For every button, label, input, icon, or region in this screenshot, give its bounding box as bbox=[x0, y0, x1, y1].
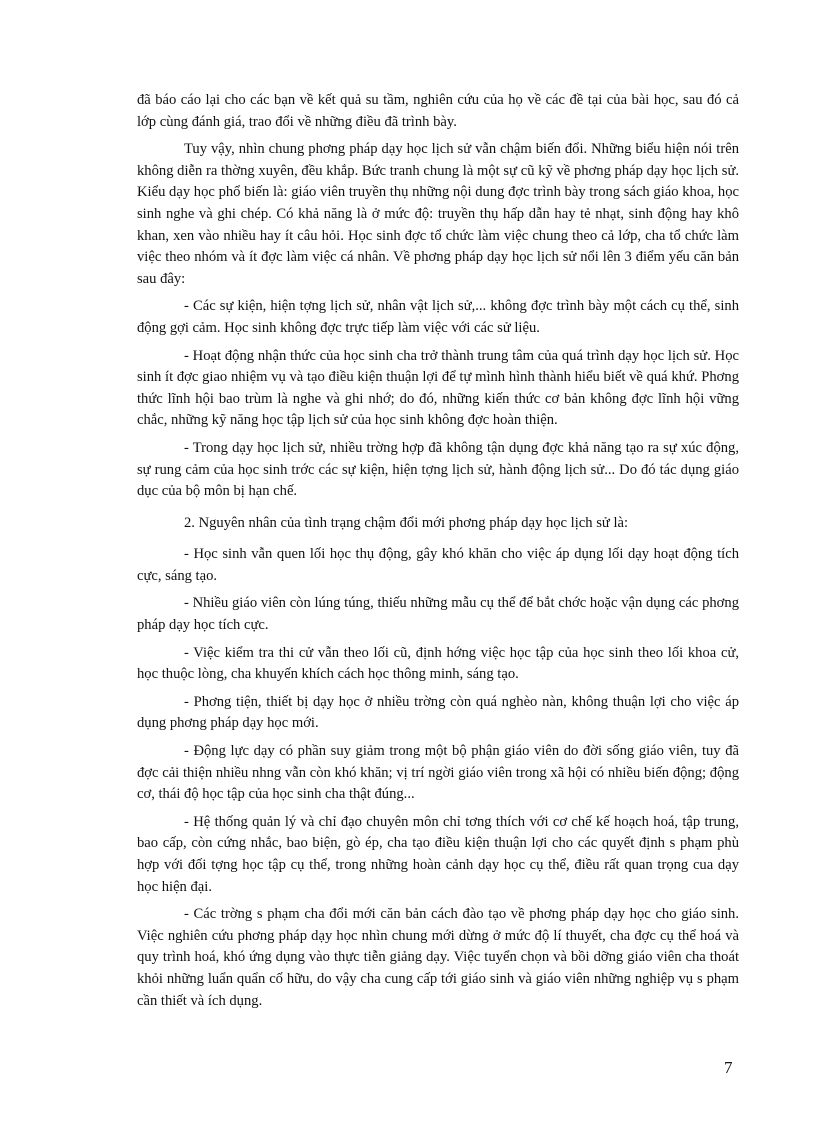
paragraph-4: - Hoạt động nhận thức của học sinh cha trở thành trung tâm của quá trình dạy học lịch sử. Học sinh ít đợc giao nhiệm vụ và tạo điều kiện thuận lợi để tự mình hình thành hiểu biết về quá khứ. Phơng thức lĩnh hội bao trùm là nghe và ghi nhớ; do đó, những kiến thức cơ bản không đợc lĩnh hội vững chắc, những kỹ năng học tập lịch sử của học sinh không đợc hoàn thiện. bbox=[137, 347, 739, 429]
document-body bbox=[137, 90, 739, 1012]
paragraph-13: - Các trờng s phạm cha đổi mới căn bản cách đào tạo về phơng pháp dạy học cho giáo sinh. Việc nghiên cứu phơng pháp dạy học nhìn chung mới dừng ở mức độ lí thuyết, cha đợc cụ thể hoá và quy trình hoá, khó ứng dụng vào thực tiễn giảng dạy. Việc tuyển chọn và bồi dỡng giáo viên cha thoát khỏi những luẩn quẩn cố hữu, do vậy cha cung cấp tới giáo sinh và giáo viên những nghiệp vụ s phạm cần thiết và ích dụng. bbox=[137, 906, 739, 1009]
paragraph-11: - Động lực dạy có phần suy giảm trong một bộ phận giáo viên do đời sống giáo viên, tuy đã đợc cải thiện nhiều nhng vẫn còn khó khăn; vị trí ngời giáo viên trong xã hội có nhiều biến động; động cơ, thái độ học tập của học sinh cha thật đúng... bbox=[137, 743, 739, 803]
paragraph-7: - Học sinh vẫn quen lối học thụ động, gây khó khăn cho việc áp dụng lối dạy hoạt động tích cực, sáng tạo. bbox=[137, 546, 739, 584]
paragraph-10: - Phơng tiện, thiết bị dạy học ở nhiều trờng còn quá nghèo nàn, không thuận lợi cho việc áp dụng phơng pháp dạy học mới. bbox=[137, 693, 739, 732]
paragraph-3: - Các sự kiện, hiện tợng lịch sử, nhân vật lịch sử,... không đợc trình bày một cách cụ thể, sinh động gợi cảm. Học sinh không đợc trực tiếp làm việc với các sử liệu. bbox=[137, 298, 739, 336]
paragraph-8: - Nhiều giáo viên còn lúng túng, thiếu những mẫu cụ thể để bắt chớc hoặc vận dụng các phơng pháp dạy học tích cực. bbox=[137, 595, 739, 634]
paragraph-9: - Việc kiểm tra thi cử vẫn theo lối cũ, định hớng việc học tập của học sinh theo lối khoa cử, học thuộc lòng, cha khuyến khích cách học thông minh, sáng tạo. bbox=[137, 644, 739, 683]
section-heading: 2. Nguyên nhân của tình trạng chậm đổi mới phơng pháp dạy học lịch sử là: bbox=[184, 514, 629, 531]
paragraph-5: - Trong dạy học lịch sử, nhiều trờng hợp đã không tận dụng đợc khả năng tạo ra sự xúc động, sự rung cảm của học sinh trớc các sự kiện, hiện tợng lịch sử, hành động lịch sử... Do đó tác dụng giáo dục của bộ môn bị hạn chế. bbox=[137, 439, 739, 500]
page-number: 7 bbox=[724, 1058, 733, 1077]
paragraph-12: - Hệ thống quản lý và chỉ đạo chuyên môn chỉ tơng thích với cơ chế kế hoạch hoá, tập trung, bao cấp, còn cứng nhắc, bao biện, gò ép, cha tạo điều kiện thuận lợi cho các quyết định s phạm phù hợp với đối tợng học tập cụ thể, trong những hoàn cảnh dạy học cụ thể, điều rất quan trọng cua dạy học hiện đại. bbox=[137, 813, 739, 895]
paragraph-2: Tuy vậy, nhìn chung phơng pháp dạy học lịch sử vẫn chậm biến đổi. Những biểu hiện nói trên không diễn ra thờng xuyên, đều khắp. Bức tranh chung là một sự cũ kỹ về phơng pháp dạy học lịch sử. Kiểu dạy học phổ biến là: giáo viên truyền thụ những nội dung đợc trình bày trong sách giáo khoa, học sinh nghe và ghi chép. Có khả năng là ở mức độ: truyền thụ hấp dẫn hay tẻ nhạt, sinh động hay khô khan, xen vào nhiều hay ít câu hỏi. Học sinh đợc tổ chức làm việc chung theo cả lớp, cha tổ chức làm việc theo nhóm và ít đợc làm việc cá nhân. Về phơng pháp dạy học lịch sử nổi lên 3 điểm yếu căn bản sau đây: bbox=[137, 141, 739, 287]
paragraph-1: đã báo cáo lại cho các bạn về kết quả su tầm, nghiên cứu của họ về các đề tại của bài học, sau đó cả lớp cùng đánh giá, trao đổi về những điều đã trình bày. bbox=[137, 92, 739, 130]
